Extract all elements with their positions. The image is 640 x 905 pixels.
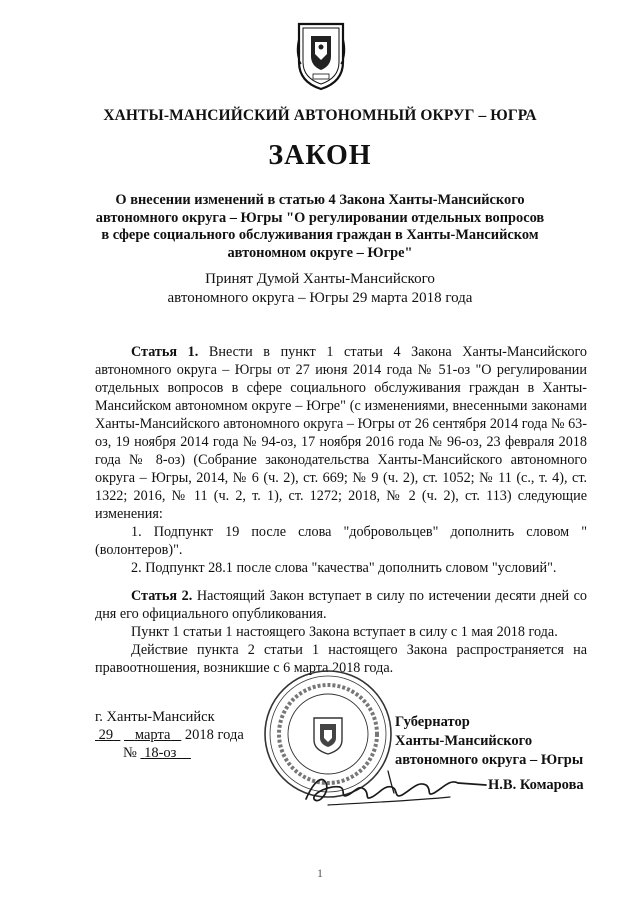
article-1-item: 2. Подпункт 28.1 после слова "качества" дополнить словом "условий". bbox=[131, 560, 557, 576]
number-value: 18-оз bbox=[144, 745, 177, 761]
governor-line: автономного округа – Югры bbox=[395, 752, 584, 768]
adoption-note bbox=[0, 270, 640, 308]
adoption-date bbox=[95, 726, 275, 744]
article-2-paragraph: Пункт 1 статьи 1 настоящего Закона вступает в силу с 1 мая 2018 года. bbox=[131, 624, 558, 640]
number-prefix: № bbox=[123, 745, 137, 761]
coat-of-arms-icon bbox=[289, 16, 353, 92]
article-2-text: Настоящий Закон вступает в силу по истечении десяти дней со дня его официального опубликования. bbox=[95, 588, 588, 622]
adoption-line: автономного округа – Югры 29 марта 2018 года bbox=[167, 290, 473, 306]
handwritten-signature-icon bbox=[300, 763, 490, 811]
place-and-date bbox=[95, 708, 275, 762]
law-subject bbox=[95, 192, 545, 262]
subject-line: О внесении изменений в статью 4 Закона Ханты-Мансийского bbox=[115, 192, 525, 208]
article-2-label: Статья 2. bbox=[131, 588, 193, 604]
adoption-line: Принят Думой Ханты-Мансийского bbox=[205, 271, 435, 287]
signer-name: Н.В. Комарова bbox=[488, 777, 584, 793]
governor-line: Ханты-Мансийского bbox=[395, 733, 533, 749]
document-type: ЗАКОН bbox=[268, 140, 372, 171]
law-number bbox=[95, 744, 275, 762]
article-1-item: 1. Подпункт 19 после слова "добровольцев" дополнить словом "(волонтеров)". bbox=[95, 524, 587, 558]
date-day: 29 bbox=[98, 727, 114, 743]
page-number: 1 bbox=[317, 866, 323, 880]
article-1-paragraph bbox=[95, 343, 587, 523]
region-heading: ХАНТЫ-МАНСИЙСКИЙ АВТОНОМНЫЙ ОКРУГ – ЮГРА bbox=[103, 107, 537, 124]
subject-line: автономного округа – Югры "О регулировании отдельных вопросов bbox=[95, 209, 545, 226]
article-1-text: Внести в пункт 1 статьи 4 Закона Ханты-Мансийского автономного округа – Югры от 27 июня 2014 года № 51-оз "О регулировании отдельных вопросов в сфере социального обслуживания граждан в Ханты-Мансийском автономном округе – Югре" (с изменениями, внесенными законами Ханты-Мансийского автономного округа – Югры от 26 сентября 2014 года № 63-оз, 19 ноября 2014 года № 94-оз, 17 ноября 2016 года № 96-оз, 23 февраля 2018 года № 8-оз) (Собрание законодательства Ханты-Мансийского автономного округа – Югры, 2014, № 6 (ч. 2), ст. 669; № 9 (ч. 2), ст. 1052; № 11 (с., т. 4), ст. 1322; 2016, № 11 (ч. 2, т. 1), ст. 1272; 2018, № 2 (ч. 2), ст. 113) следующие изменения: bbox=[95, 344, 588, 522]
article-2-paragraph bbox=[95, 587, 587, 623]
governor-title bbox=[395, 713, 615, 770]
date-year: 2018 года bbox=[184, 727, 244, 743]
subject-line: автономном округе – Югре" bbox=[227, 244, 413, 261]
article-1-label: Статья 1. bbox=[131, 344, 199, 360]
city: г. Ханты-Мансийск bbox=[95, 709, 215, 725]
governor-line: Губернатор bbox=[395, 714, 470, 730]
article-2-paragraph: Действие пункта 2 статьи 1 настоящего Закона распространяется на правоотношения, возникшие с 6 марта 2018 года. bbox=[95, 642, 587, 676]
subject-line: в сфере социального обслуживания граждан в Ханты-Мансийском bbox=[101, 227, 539, 243]
law-body bbox=[95, 343, 587, 677]
date-month: марта bbox=[134, 727, 171, 743]
